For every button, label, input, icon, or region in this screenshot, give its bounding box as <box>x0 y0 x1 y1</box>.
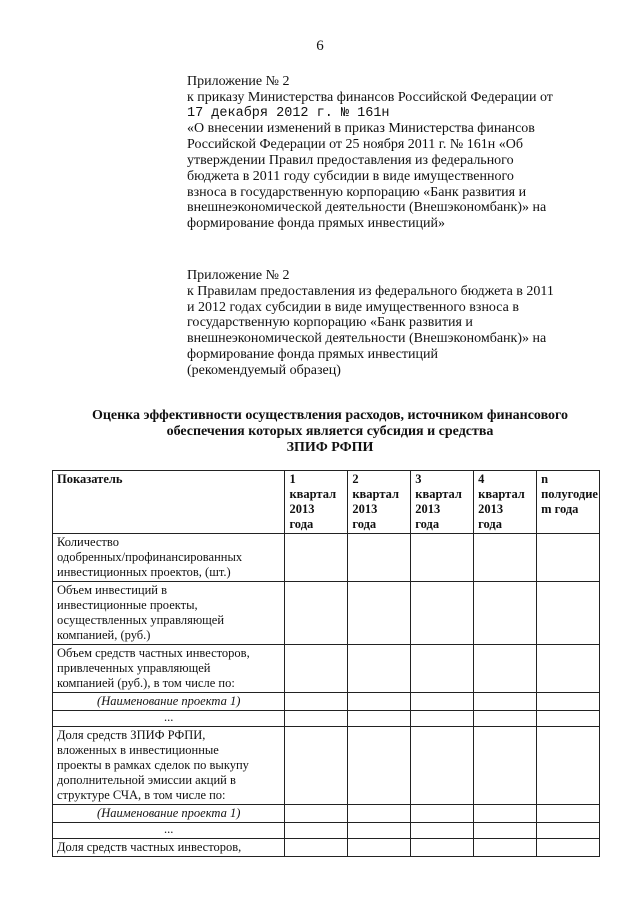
empty-cell <box>285 693 348 711</box>
empty-cell <box>537 693 600 711</box>
empty-cell <box>411 823 474 839</box>
title-line: Оценка эффективности осуществления расходов, источником финансового <box>91 408 569 423</box>
empty-cell <box>348 839 411 857</box>
project-name-placeholder: (Наименование проекта 1) <box>53 805 285 823</box>
table-row <box>53 534 600 582</box>
appendix-line: формирование фонда прямых инвестиций» <box>187 216 446 232</box>
header-line: 2013 <box>289 502 315 516</box>
table-row <box>53 805 600 823</box>
appendix-rules-reference <box>187 268 602 379</box>
table-row <box>53 645 600 693</box>
appendix-line: бюджета в 2011 году субсидии в виде имущественного <box>187 168 514 184</box>
empty-cell <box>285 711 348 727</box>
header-line: квартал <box>352 487 399 501</box>
title-line: ЗПИФ РФПИ <box>286 440 374 455</box>
project-name-placeholder: (Наименование проекта 1) <box>53 693 285 711</box>
table-row <box>53 693 600 711</box>
table-header-row <box>53 471 600 534</box>
empty-cell <box>348 534 411 582</box>
header-line: года <box>352 517 377 531</box>
empty-cell <box>411 645 474 693</box>
row-label-line: компанией (руб.), в том числе по: <box>57 676 235 690</box>
empty-cell <box>474 727 537 805</box>
appendix-line: формирование фонда прямых инвестиций <box>187 346 439 362</box>
row-label <box>53 839 285 857</box>
header-q2-2013 <box>348 471 411 534</box>
empty-cell <box>285 582 348 645</box>
header-q4-2013 <box>474 471 537 534</box>
empty-cell <box>474 693 537 711</box>
row-label <box>53 645 285 693</box>
appendix-line: государственную корпорацию «Банк развития и <box>187 315 473 331</box>
empty-cell <box>348 693 411 711</box>
appendix-line: «О внесении изменений в приказ Министерства финансов <box>187 121 535 137</box>
header-q3-2013 <box>411 471 474 534</box>
row-label-line: Объем инвестиций в <box>57 583 167 597</box>
empty-cell <box>285 839 348 857</box>
empty-cell <box>474 839 537 857</box>
empty-cell <box>474 823 537 839</box>
empty-cell <box>474 534 537 582</box>
header-line: Показатель <box>57 472 123 486</box>
appendix-line: 17 декабря 2012 г. № 161н <box>187 105 390 121</box>
appendix-line: взноса в государственную корпорацию «Банк развития и <box>187 184 527 200</box>
empty-cell <box>537 823 600 839</box>
row-label-line: Доля средств ЗПИФ РФПИ, <box>57 728 206 742</box>
empty-cell <box>537 711 600 727</box>
header-indicator <box>53 471 285 534</box>
header-line: квартал <box>415 487 462 501</box>
appendix-order-reference <box>187 74 602 232</box>
empty-cell <box>348 727 411 805</box>
row-label-line: инвестиционных проектов, (шт.) <box>57 565 231 579</box>
header-line: 2 <box>352 472 359 486</box>
appendix-line: к приказу Министерства финансов Российской Федерации от <box>187 89 553 105</box>
appendix-line: к Правилам предоставления из федерального бюджета в 2011 <box>187 283 554 299</box>
header-q1-2013 <box>285 471 348 534</box>
table-row <box>53 839 600 857</box>
header-line: n <box>541 472 549 486</box>
row-label-line: осуществленных управляющей <box>57 613 225 627</box>
empty-cell <box>537 534 600 582</box>
header-line: года <box>415 517 440 531</box>
page-number: 6 <box>316 38 324 54</box>
empty-cell <box>537 645 600 693</box>
header-line: квартал <box>289 487 337 501</box>
header-line: 4 <box>478 472 485 486</box>
table-row <box>53 727 600 805</box>
row-label-line: привлеченных управляющей <box>57 661 211 675</box>
empty-cell <box>285 823 348 839</box>
empty-cell <box>474 805 537 823</box>
row-label-line: структуре СЧА, в том числе по: <box>57 788 226 802</box>
header-line: квартал <box>478 487 525 501</box>
empty-cell <box>348 645 411 693</box>
empty-cell <box>411 534 474 582</box>
empty-cell <box>285 805 348 823</box>
row-label <box>53 534 285 582</box>
empty-cell <box>411 839 474 857</box>
header-line: 2013 <box>352 502 378 516</box>
empty-cell <box>537 727 600 805</box>
row-label-line: одобренных/профинансированных <box>57 550 243 564</box>
row-label-line: Объем средств частных инвесторов, <box>57 646 250 660</box>
empty-cell <box>537 839 600 857</box>
appendix-line: Российской Федерации от 25 ноября 2011 г. № 161н «Об <box>187 137 523 153</box>
row-label-line: инвестиционные проекты, <box>57 598 198 612</box>
header-half-year <box>537 471 600 534</box>
header-line: m года <box>541 502 579 516</box>
empty-cell <box>285 534 348 582</box>
table-row <box>53 823 600 839</box>
header-line: года <box>478 517 502 531</box>
empty-cell <box>411 711 474 727</box>
row-label-line: Количество <box>57 535 119 549</box>
row-label <box>53 727 285 805</box>
empty-cell <box>348 582 411 645</box>
appendix-line: (рекомендуемый образец) <box>187 362 341 378</box>
appendix-line: Приложение № 2 <box>187 74 290 89</box>
document-title <box>60 408 600 456</box>
appendix-line: утверждении Правил предоставления из федерального <box>187 152 514 168</box>
empty-cell <box>474 711 537 727</box>
row-label-line: Доля средств частных инвесторов, <box>57 840 242 854</box>
header-line: 3 <box>415 472 422 486</box>
row-label-line: дополнительной эмиссии акций в <box>57 773 236 787</box>
row-label-line: проекты в рамках сделок по выкупу <box>57 758 249 772</box>
empty-cell <box>537 582 600 645</box>
table-row <box>53 582 600 645</box>
header-line: 2013 <box>415 502 441 516</box>
empty-cell <box>474 582 537 645</box>
row-label <box>53 582 285 645</box>
empty-cell <box>411 727 474 805</box>
ellipsis-row-label: ... <box>53 823 285 839</box>
appendix-line: Приложение № 2 <box>187 268 290 283</box>
appendix-line: внешнеэкономической деятельности (Внешэкономбанк)» на <box>187 200 547 216</box>
appendix-line: внешнеэкономической деятельности (Внешэкономбанк)» на <box>187 331 547 347</box>
row-label-line: вложенных в инвестиционные <box>57 743 219 757</box>
empty-cell <box>285 727 348 805</box>
ellipsis-row-label: ... <box>53 711 285 727</box>
header-line: полугодие <box>541 487 598 501</box>
empty-cell <box>411 582 474 645</box>
header-line: года <box>289 517 314 531</box>
empty-cell <box>474 645 537 693</box>
empty-cell <box>348 711 411 727</box>
appendix-line: и 2012 годах субсидии в виде имущественного взноса в <box>187 299 519 315</box>
row-label-line: компанией, (руб.) <box>57 628 151 642</box>
empty-cell <box>411 693 474 711</box>
header-line: 2013 <box>478 502 504 516</box>
efficiency-table <box>52 470 600 857</box>
empty-cell <box>348 805 411 823</box>
empty-cell <box>348 823 411 839</box>
title-line: обеспечения которых является субсидия и средства <box>166 424 494 439</box>
empty-cell <box>285 645 348 693</box>
empty-cell <box>537 805 600 823</box>
empty-cell <box>411 805 474 823</box>
table-row <box>53 711 600 727</box>
header-line: 1 <box>289 472 296 486</box>
